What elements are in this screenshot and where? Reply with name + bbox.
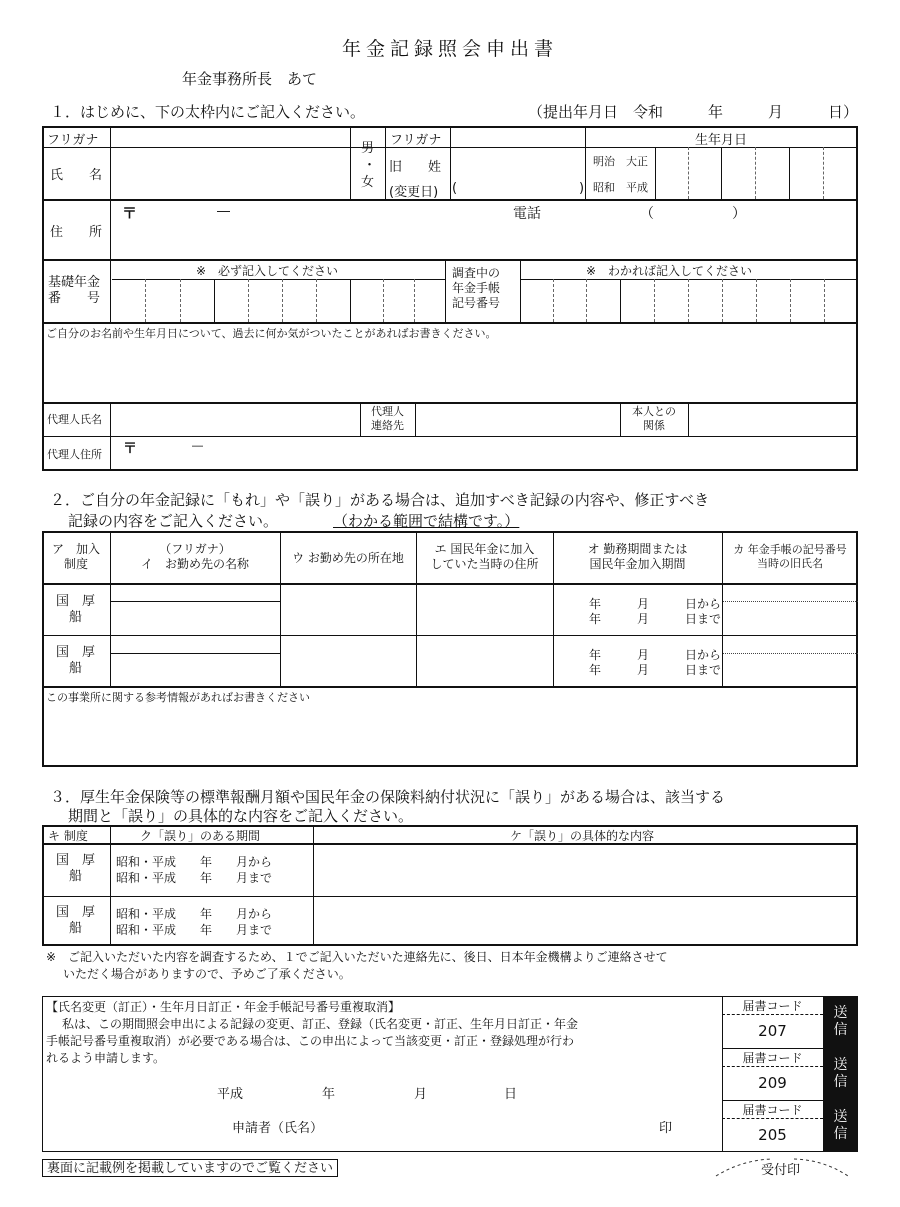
section4-body-1: 私は、この期間照会申出による記録の変更、訂正、登録（氏名変更・訂正、生年月日訂正・年金: [62, 1017, 579, 1031]
error-period-from: 昭和・平成 年 月から: [116, 855, 273, 869]
applicant-label: 申請者（氏名）: [232, 1121, 324, 1136]
receipt-stamp-label: 受付印: [761, 1163, 801, 1178]
agent-name-label: 代理人氏名: [47, 413, 102, 426]
furigana-label: フリガナ: [47, 133, 99, 148]
section3-heading-2: 期間と「誤り」の具体的な内容をご記入ください。: [68, 807, 414, 825]
col-error-period: ク「誤り」のある期間: [140, 829, 261, 843]
seal-mark: 印: [659, 1121, 673, 1136]
contact-note-1: ※ ご記入いただいた内容を調査するため、１でご記入いただいた連絡先に、後日、日本年金機構よりご連絡させて: [46, 950, 668, 964]
era-showa[interactable]: 昭和: [593, 181, 615, 194]
postal-dash: ―: [217, 204, 230, 219]
postal-mark: 〒: [122, 204, 138, 222]
error-period-from: 昭和・平成 年 月から: [116, 907, 273, 921]
col-book-number: カ 年金手帳の記号番号 当時の旧氏名: [733, 543, 847, 570]
period-to: 年 月 日まで: [589, 663, 722, 677]
form-code-label: 届書コード: [742, 1051, 803, 1065]
reference-textarea[interactable]: [46, 704, 854, 762]
period-to: 年 月 日まで: [589, 612, 722, 626]
apply-day: 日: [504, 1087, 518, 1102]
form-code-value: 209: [758, 1074, 787, 1092]
submission-date: （提出年月日 令和 年 月 日）: [528, 103, 859, 121]
table-row-plan[interactable]: 国 厚 船: [56, 645, 96, 677]
name-label: 氏 名: [50, 168, 103, 183]
send-button[interactable]: 送信: [824, 1049, 857, 1100]
gender-separator: ・: [363, 158, 377, 173]
form-code-value: 205: [758, 1126, 787, 1144]
reference-prompt: この事業所に関する参考情報があればお書きください: [46, 691, 310, 704]
send-button[interactable]: 送信: [824, 1101, 857, 1151]
section2-heading-note: （わかる範囲で結構です。）: [333, 512, 520, 530]
page-title: 年金記録照会申出書: [341, 38, 558, 60]
phone-paren-close: ）: [732, 206, 746, 222]
period-from: 年 月 日から: [589, 597, 722, 611]
section4-body-2: 手帳記号番号重複取消）が必要である場合は、この申出によって当該変更・訂正・登録処理が行わ: [46, 1034, 575, 1048]
col-employer-name: （フリガナ） イ お勤め先の名称: [140, 542, 249, 571]
apply-month: 月: [414, 1087, 428, 1102]
apply-era: 平成: [217, 1087, 244, 1102]
applicant-name-input[interactable]: [340, 1114, 640, 1134]
notes-textarea[interactable]: [46, 340, 854, 398]
addressee: 年金事務所長 あて: [182, 70, 318, 88]
error-period-to: 昭和・平成 年 月まで: [116, 923, 273, 937]
section3-heading-1: ３．厚生年金保険等の標準報酬月額や国民年金の保険料納付状況に「誤り」がある場合は、該当する: [50, 788, 726, 806]
phone-paren-open: （: [640, 206, 654, 222]
section2-heading-1: ２．ご自分の年金記録に「もれ」や「誤り」がある場合は、追加すべき記録の内容や、修正すべき: [50, 491, 710, 509]
error-period-to: 昭和・平成 年 月まで: [116, 871, 273, 885]
required-note: ※ 必ず記入してください: [196, 264, 339, 278]
section4-heading: 【氏名変更（訂正）・生年月日訂正・年金手帳記号番号重複取消】: [46, 1000, 401, 1014]
agent-contact-label: 代理人 連絡先: [371, 405, 404, 432]
old-surname-label: 旧 姓: [389, 160, 442, 175]
col-system: キ 制度: [48, 829, 88, 843]
agent-address-label: 代理人住所: [47, 448, 102, 461]
name-input[interactable]: [115, 150, 347, 196]
col-employer-location: ウ お勤め先の所在地: [292, 551, 404, 565]
section1-heading: １．はじめに、下の太枠内にご記入ください。: [50, 103, 366, 121]
reverse-side-note: 裏面に記載例を掲載していますのでご覧ください: [42, 1159, 338, 1177]
table-row-plan[interactable]: 国 厚 船: [56, 594, 96, 626]
paren-close: ): [579, 181, 585, 196]
table-row-system[interactable]: 国 厚 船: [56, 905, 96, 937]
furigana-label-2: フリガナ: [390, 133, 442, 148]
change-date-label: (変更日): [389, 185, 439, 200]
phone-label: 電話: [513, 206, 541, 222]
col-plan: ア 加入 制度: [51, 542, 100, 571]
col-national-address: エ 国民年金に加入 していた当時の住所: [430, 542, 539, 571]
paren-open: (: [452, 181, 458, 196]
apply-year: 年: [322, 1087, 336, 1102]
birthdate-label: 生年月日: [695, 133, 748, 148]
pension-book-label: 調査中の 年金手帳 記号番号: [452, 266, 501, 310]
section2-heading-2: 記録の内容をご記入ください。: [68, 512, 279, 530]
address-label: 住 所: [50, 225, 103, 240]
col-period: オ 勤務期間または 国民年金加入期間: [587, 542, 688, 571]
form-code-label: 届書コード: [742, 1103, 803, 1117]
col-error-detail: ケ「誤り」の具体的な内容: [510, 829, 655, 843]
contact-note-2: いただく場合がありますので、予めご了承ください。: [63, 967, 351, 981]
era-heisei[interactable]: 平成: [626, 181, 648, 194]
agent-postal-dash: ―: [192, 439, 203, 452]
form-code-value: 207: [758, 1022, 787, 1040]
relation-label: 本人との 関係: [632, 405, 676, 432]
basic-pension-label: 基礎年金 番 号: [48, 275, 101, 307]
table-row-system[interactable]: 国 厚 船: [56, 853, 96, 885]
gender-female[interactable]: 女: [361, 175, 375, 190]
period-from: 年 月 日から: [589, 648, 722, 662]
gender-male[interactable]: 男: [361, 141, 375, 156]
era-taisho[interactable]: 大正: [626, 155, 648, 168]
send-button[interactable]: 送信: [824, 997, 857, 1048]
section4-body-3: れるよう申請します。: [46, 1051, 166, 1065]
notes-prompt: ご自分のお名前や生年月日について、過去に何か気がついたことがあればお書きください。: [46, 327, 497, 340]
agent-postal-mark: 〒: [123, 441, 137, 457]
optional-note: ※ わかれば記入してください: [586, 264, 753, 278]
form-code-label: 届書コード: [742, 999, 803, 1013]
era-meiji[interactable]: 明治: [593, 155, 615, 168]
